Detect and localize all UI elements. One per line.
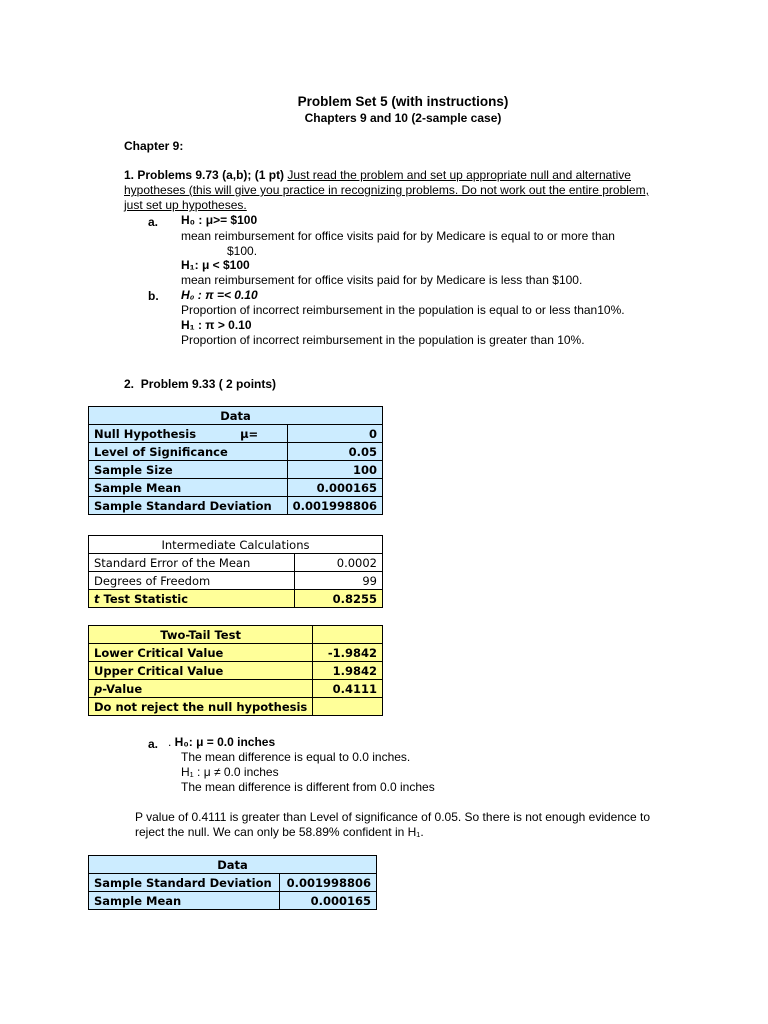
q1-a-null-text1: mean reimbursement for office visits paid for by Medicare is equal to or more than: [181, 229, 615, 243]
q1-b-null-text: Proportion of incorrect reimbursement in the population is equal to or less than10%.: [181, 303, 625, 317]
q2-heading: Problem 9.33 ( 2 points): [140, 377, 277, 391]
data-table-2-header: Data: [89, 856, 377, 874]
data-table-header: Data: [89, 407, 383, 425]
lower-critical-value: -1.9842: [313, 644, 383, 662]
q2-conclusion-line1: P value of 0.4111 is greater than Level of significance of 0.05. So there is not enough evidence to: [135, 810, 651, 824]
p-value-label-cell: [89, 680, 313, 698]
q1-number: 1.: [124, 168, 135, 182]
sample-mean-value-2: 0.000165: [280, 892, 377, 910]
q1-b-null-hypothesis: H₀ : π =< 0.10: [181, 288, 258, 302]
p-italic: p: [94, 681, 103, 696]
sample-sd-label-2: Sample Standard Deviation: [89, 874, 280, 892]
sample-sd-value-2: 0.001998806: [280, 874, 377, 892]
t-stat-label: Test Statistic: [99, 591, 189, 606]
table-row: [89, 425, 288, 443]
conclusion-empty: [313, 698, 383, 716]
sample-sd-value: 0.001998806: [287, 497, 382, 515]
sample-mean-label-2: Sample Mean: [89, 892, 280, 910]
chapter-heading: Chapter 9:: [124, 139, 184, 153]
q2-a-null-hypothesis: H₀: μ = 0.0 inches: [174, 735, 276, 749]
q1-a-label: a.: [148, 215, 159, 229]
two-tail-header-empty: [313, 626, 383, 644]
sample-mean-label: Sample Mean: [89, 479, 288, 497]
sample-size-label: Sample Size: [89, 461, 288, 479]
std-error-value: 0.0002: [295, 554, 383, 572]
intermediate-table: [88, 535, 383, 608]
null-hypothesis-value: 0: [287, 425, 382, 443]
q1-a-null-hypothesis: H₀ : μ>= $100: [181, 213, 258, 227]
null-hypothesis-label: Null Hypothesis: [94, 426, 197, 441]
q1-a-null-text2: $100.: [227, 244, 258, 258]
two-tail-table: [88, 625, 383, 716]
p-value-value: 0.4111: [313, 680, 383, 698]
q2-conclusion-line2: reject the null. We can only be 58.89% confident in H₁.: [135, 825, 424, 839]
q2-a-alt-text: The mean difference is different from 0.0 inches: [181, 780, 435, 794]
sample-mean-value: 0.000165: [287, 479, 382, 497]
page-subtitle: Chapters 9 and 10 (2-sample case): [304, 111, 502, 125]
q1-heading: Problems 9.73 (a,b); (1 pt): [137, 168, 285, 182]
upper-critical-value: 1.9842: [313, 662, 383, 680]
p-value-label: -Value: [102, 681, 143, 696]
data-table-2: [88, 855, 377, 910]
q2-a-null-hypothesis-row: . H₀: μ = 0.0 inches: [168, 735, 276, 749]
std-error-label: Standard Error of the Mean: [89, 554, 295, 572]
intermediate-table-header: Intermediate Calculations: [89, 536, 383, 554]
two-tail-header: Two-Tail Test: [89, 626, 313, 644]
q2-a-label: a.: [148, 737, 159, 751]
upper-critical-label: Upper Critical Value: [89, 662, 313, 680]
q1-a-alt-hypothesis: H₁: μ < $100: [181, 258, 250, 272]
q2-a-null-text: The mean difference is equal to 0.0 inches.: [181, 750, 411, 764]
lower-critical-label: Lower Critical Value: [89, 644, 313, 662]
q1-instruction-line1: Just read the problem and set up appropriate null and alternative: [287, 168, 631, 182]
page-title: Problem Set 5 (with instructions): [297, 94, 509, 109]
dof-value: 99: [295, 572, 383, 590]
q1-instruction-line2: hypotheses (this will give you practice in recognizing problems. Do not work out the entire problem,: [124, 183, 649, 197]
dof-label: Degrees of Freedom: [89, 572, 295, 590]
q1-b-label: b.: [148, 289, 159, 303]
q1-a-alt-text: mean reimbursement for office visits paid for by Medicare is less than $100.: [181, 273, 583, 287]
data-table: [88, 406, 383, 515]
t-stat-value: 0.8255: [295, 590, 383, 608]
significance-value: 0.05: [287, 443, 382, 461]
q2-heading-row: [124, 377, 276, 391]
q2-number: 2.: [124, 377, 135, 391]
sample-size-value: 100: [287, 461, 382, 479]
t-stat-label-cell: [89, 590, 295, 608]
conclusion-cell: Do not reject the null hypothesis: [89, 698, 313, 716]
q2-a-alt-hypothesis: H₁ : μ ≠ 0.0 inches: [181, 765, 279, 779]
q1-instruction-line3: just set up hypotheses.: [124, 198, 247, 212]
t-italic: t: [94, 591, 100, 606]
q1-block: [124, 168, 694, 183]
mu-symbol: μ=: [240, 426, 259, 441]
significance-label: Level of Significance: [89, 443, 288, 461]
q1-b-alt-text: Proportion of incorrect reimbursement in the population is greater than 10%.: [181, 333, 585, 347]
q1-b-alt-hypothesis: H₁ : π > 0.10: [181, 318, 252, 332]
sample-sd-label: Sample Standard Deviation: [89, 497, 288, 515]
